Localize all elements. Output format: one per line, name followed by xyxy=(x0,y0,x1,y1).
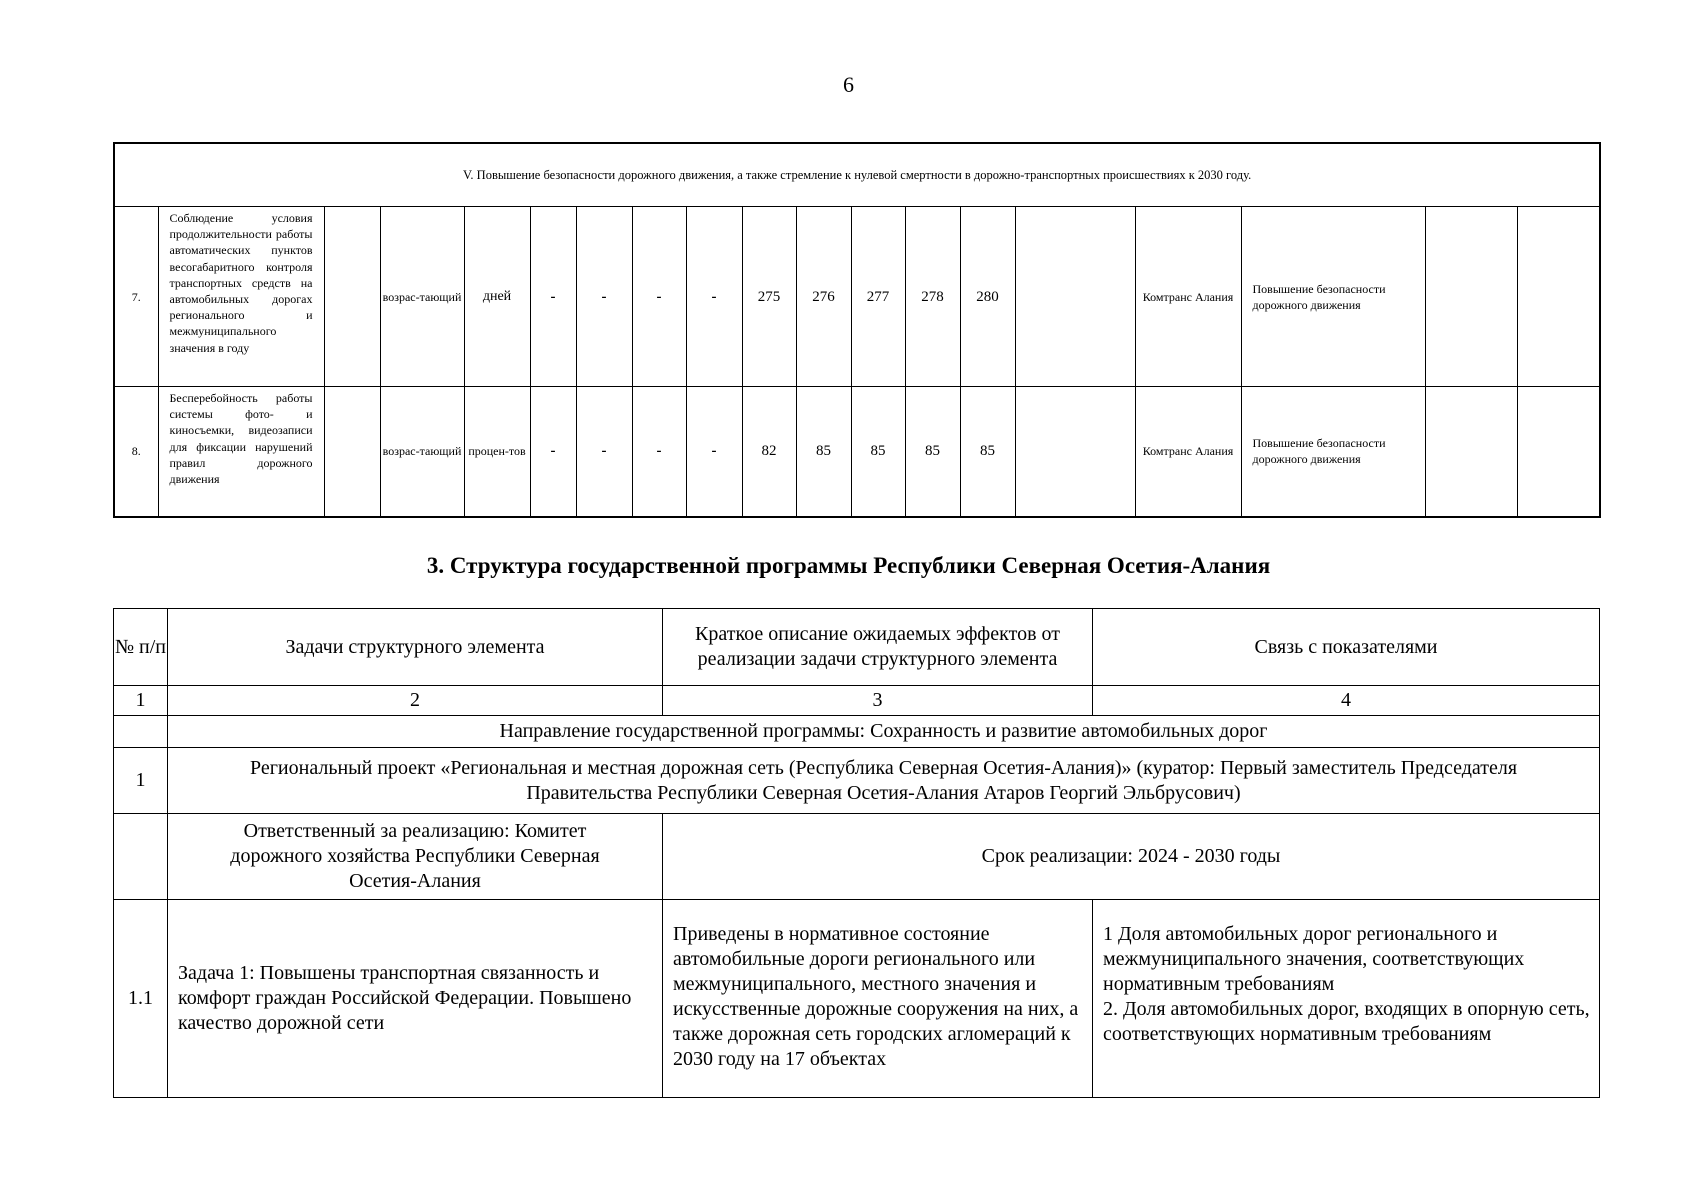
header-effects: Краткое описание ожидаемых эффектов от реализации задачи структурного элемента xyxy=(663,609,1093,686)
project-text: Региональный проект «Региональная и местная дорожная сеть (Республика Северная Осетия-Алания)» (куратор: Первый заместитель Председателя Правительства Республики Северная Осетия-Алания Атаров Георгий Эльбрусович) xyxy=(168,748,1600,814)
header-no: № п/п xyxy=(114,609,168,686)
structure-table xyxy=(113,608,1600,1098)
empty-cell xyxy=(1015,387,1135,517)
base-value: - xyxy=(530,207,576,387)
indicator-name: Соблюдение условия продолжительности работы автоматических пунктов весогабаритного контроля транспортных средств на автомобильных дорогах регионального и межмуниципального значения в году xyxy=(158,207,324,387)
base-value: - xyxy=(576,207,632,387)
base-value: - xyxy=(576,387,632,517)
section-title: V. Повышение безопасности дорожного движения, а также стремление к нулевой смертности в дорожно-транспортных происшествиях к 2030 году. xyxy=(114,143,1600,207)
column-index-row xyxy=(114,686,1600,716)
column-index: 4 xyxy=(1093,686,1600,716)
task-indicators xyxy=(1093,900,1600,1098)
year-value: 280 xyxy=(960,207,1015,387)
direction-row xyxy=(114,716,1600,748)
empty-cell xyxy=(114,716,168,748)
base-value: - xyxy=(632,207,686,387)
base-value: - xyxy=(686,387,742,517)
indicator-name: Бесперебойность работы системы фото- и киносъемки, видеозаписи для фиксации нарушений правил дорожного движения xyxy=(158,387,324,517)
column-index: 1 xyxy=(114,686,168,716)
year-value: 85 xyxy=(905,387,960,517)
year-value: 85 xyxy=(960,387,1015,517)
trend-cell: возрас-тающий xyxy=(380,207,464,387)
year-value: 275 xyxy=(742,207,796,387)
year-value: 278 xyxy=(905,207,960,387)
term-text: Срок реализации: 2024 - 2030 годы xyxy=(663,814,1600,900)
empty-cell xyxy=(1015,207,1135,387)
empty-cell xyxy=(1425,387,1517,517)
table-row xyxy=(114,207,1600,387)
empty-cell xyxy=(114,814,168,900)
base-value: - xyxy=(686,207,742,387)
year-value: 85 xyxy=(796,387,851,517)
base-value: - xyxy=(530,387,576,517)
section-heading: 3. Структура государственной программы Республики Северная Осетия-Алания xyxy=(426,553,1271,578)
empty-cell xyxy=(324,207,380,387)
task-row xyxy=(114,900,1600,1098)
effect-cell: Повышение безопасности дорожного движения xyxy=(1241,387,1425,517)
responsible-row xyxy=(114,814,1600,900)
responsible-cell: Комтранс Алания xyxy=(1135,387,1241,517)
base-value: - xyxy=(632,387,686,517)
year-value: 276 xyxy=(796,207,851,387)
row-number: 7. xyxy=(114,207,158,387)
year-value: 85 xyxy=(851,387,905,517)
row-number: 8. xyxy=(114,387,158,517)
unit-cell: дней xyxy=(464,207,530,387)
empty-cell xyxy=(1517,387,1600,517)
project-number: 1 xyxy=(114,748,168,814)
header-tasks: Задачи структурного элемента xyxy=(168,609,663,686)
header-link: Связь с показателями xyxy=(1093,609,1600,686)
empty-cell xyxy=(1425,207,1517,387)
year-value: 277 xyxy=(851,207,905,387)
indicator-link: 1 Доля автомобильных дорог регионального и межмуниципального значения, соответствующих нормативным требованиям xyxy=(1103,923,1525,995)
indicators-table xyxy=(113,142,1601,518)
responsible-text: Ответственный за реализацию: Комитет дорожного хозяйства Республики Северная Осетия-Алания xyxy=(168,814,663,900)
page-number: 6 xyxy=(843,72,854,97)
empty-cell xyxy=(1517,207,1600,387)
responsible-cell: Комтранс Алания xyxy=(1135,207,1241,387)
table-row xyxy=(114,387,1600,517)
project-row xyxy=(114,748,1600,814)
direction-text: Направление государственной программы: Сохранность и развитие автомобильных дорог xyxy=(168,716,1600,748)
unit-cell: процен-тов xyxy=(464,387,530,517)
task-effect: Приведены в нормативное состояние автомобильные дороги регионального или межмуниципального, местного значения и искусственные дорожные сооружения на них, а также дорожная сеть городских агломераций к 2030 году на 17 объектах xyxy=(663,900,1093,1098)
indicator-link: 2. Доля автомобильных дорог, входящих в опорную сеть, соответствующих нормативным требованиям xyxy=(1103,998,1590,1045)
header-row xyxy=(114,609,1600,686)
empty-cell xyxy=(324,387,380,517)
year-value: 82 xyxy=(742,387,796,517)
effect-cell: Повышение безопасности дорожного движения xyxy=(1241,207,1425,387)
trend-cell: возрас-тающий xyxy=(380,387,464,517)
column-index: 2 xyxy=(168,686,663,716)
column-index: 3 xyxy=(663,686,1093,716)
task-number: 1.1 xyxy=(114,900,168,1098)
task-text: Задача 1: Повышены транспортная связанность и комфорт граждан Российской Федерации. Повышено качество дорожной сети xyxy=(168,900,663,1098)
